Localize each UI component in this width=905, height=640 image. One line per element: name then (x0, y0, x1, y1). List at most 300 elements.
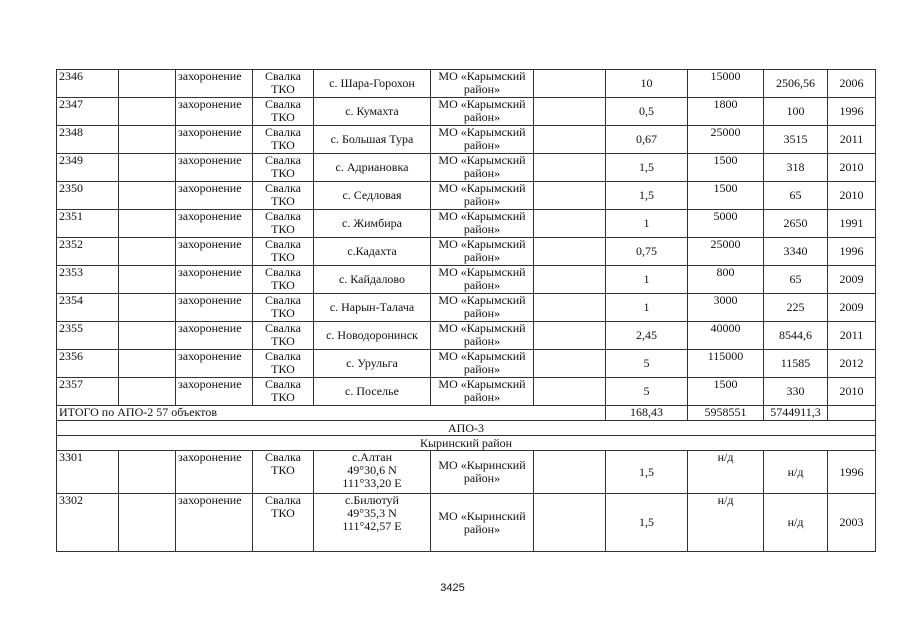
cell-year (828, 126, 876, 154)
cell-area (606, 210, 688, 238)
cell-municipality (431, 266, 534, 294)
total-accumulated (764, 406, 828, 421)
cell-object-kind-text: ТКО (271, 166, 295, 180)
cell-accumulated (764, 238, 828, 266)
cell-empty (534, 350, 606, 378)
cell-settlement (314, 294, 431, 322)
cell-empty (828, 406, 876, 421)
cell-object-kind-text: ТКО (271, 463, 295, 477)
cell-area-text: 5 (643, 356, 650, 370)
cell-object-kind-text: Свалка (265, 349, 301, 363)
cell-municipality (431, 126, 534, 154)
cell-settlement (314, 98, 431, 126)
page-number: 3425 (440, 582, 465, 594)
cell-area-text: 0,75 (636, 244, 657, 258)
cell-area-text: 0,67 (636, 132, 657, 146)
cell-number (57, 266, 119, 294)
cell-capacity-text: 40000 (710, 321, 741, 335)
cell-operation-type-text: захоронение (178, 153, 242, 167)
cell-number (57, 210, 119, 238)
cell-settlement (314, 494, 431, 552)
cell-object-kind-text: Свалка (265, 181, 301, 195)
cell-year-text: 2010 (839, 384, 864, 398)
cell-capacity-text: 5000 (713, 209, 738, 223)
cell-operation-type-text: захоронение (178, 209, 242, 223)
cell-number-text: 2357 (59, 377, 83, 391)
cell-year (828, 294, 876, 322)
cell-capacity (688, 182, 764, 210)
cell-empty (534, 294, 606, 322)
cell-number-text: 3301 (59, 450, 83, 464)
cell-accumulated (764, 154, 828, 182)
cell-municipality-text: МО «Карымский (438, 349, 526, 363)
cell-empty (119, 322, 176, 350)
cell-settlement-text: с. Адриановка (335, 160, 409, 174)
cell-operation-type-text: захоронение (178, 125, 242, 139)
table-row (57, 322, 876, 350)
cell-object-kind-text: Свалка (265, 153, 301, 167)
cell-settlement-text: с. Новодоронинск (326, 328, 418, 342)
cell-area-text: 2,45 (636, 328, 657, 342)
cell-object-kind-text: Свалка (265, 97, 301, 111)
cell-area-text: 10 (640, 76, 653, 90)
cell-municipality (431, 210, 534, 238)
cell-operation-type-text: захоронение (178, 321, 242, 335)
section-district-title-text: Кыринский район (419, 435, 513, 450)
cell-settlement (314, 182, 431, 210)
cell-settlement-text: 111°33,20 E (342, 476, 402, 490)
cell-object-kind-text: Свалка (265, 125, 301, 139)
cell-accumulated-text: 65 (789, 272, 802, 286)
cell-area (606, 182, 688, 210)
cell-empty (119, 350, 176, 378)
cell-capacity-text: 3000 (713, 293, 738, 307)
cell-capacity (688, 294, 764, 322)
cell-settlement-text: с.Алтан (351, 450, 393, 464)
table-row (57, 154, 876, 182)
cell-empty (534, 98, 606, 126)
cell-number (57, 378, 119, 406)
cell-object-kind (253, 294, 314, 322)
cell-municipality-text: район» (463, 306, 501, 320)
cell-settlement-text: 49°30,6 N (347, 463, 397, 477)
total-accumulated-text: 5744911,3 (770, 405, 821, 419)
cell-settlement-text: 111°42,57 E (342, 519, 402, 533)
cell-capacity-text: н/д (717, 450, 734, 464)
cell-municipality-text: район» (463, 362, 501, 376)
cell-operation-type (176, 451, 253, 494)
cell-area (606, 494, 688, 552)
cell-empty (534, 451, 606, 494)
cell-object-kind-text: ТКО (271, 506, 295, 520)
cell-accumulated-text: 330 (786, 384, 805, 398)
cell-municipality-text: МО «Карымский (438, 265, 526, 279)
cell-area (606, 266, 688, 294)
cell-capacity (688, 238, 764, 266)
cell-year (828, 378, 876, 406)
cell-area-text: 1,5 (639, 160, 654, 174)
cell-year (828, 322, 876, 350)
cell-municipality (431, 70, 534, 98)
cell-empty (119, 70, 176, 98)
cell-operation-type (176, 182, 253, 210)
cell-area (606, 70, 688, 98)
cell-capacity (688, 126, 764, 154)
cell-object-kind (253, 210, 314, 238)
cell-area-text: 1 (643, 272, 650, 286)
cell-settlement (314, 350, 431, 378)
cell-capacity (688, 98, 764, 126)
cell-area-text: 1,5 (639, 515, 654, 529)
cell-empty (534, 126, 606, 154)
cell-operation-type (176, 494, 253, 552)
cell-municipality-text: район» (463, 138, 501, 152)
cell-empty (534, 494, 606, 552)
cell-municipality (431, 322, 534, 350)
cell-number-text: 2347 (59, 97, 83, 111)
cell-capacity-text: 1500 (713, 377, 738, 391)
cell-settlement-text: с. Кумахта (345, 104, 399, 118)
table-row (57, 210, 876, 238)
cell-operation-type (176, 70, 253, 98)
cell-object-kind (253, 378, 314, 406)
cell-accumulated-text: 8544,6 (779, 328, 812, 342)
cell-municipality-text: МО «Карымский (438, 237, 526, 251)
cell-settlement (314, 266, 431, 294)
cell-municipality-text: МО «Карымский (438, 97, 526, 111)
cell-capacity-text: 1800 (713, 97, 738, 111)
cell-capacity-text: 115000 (707, 349, 744, 363)
cell-year-text: 1996 (839, 244, 864, 258)
cell-capacity (688, 266, 764, 294)
cell-municipality (431, 494, 534, 552)
cell-year (828, 238, 876, 266)
cell-area (606, 154, 688, 182)
section-district-header (57, 436, 876, 451)
cell-area-text: 1 (643, 300, 650, 314)
cell-object-kind-text: ТКО (271, 362, 295, 376)
cell-capacity (688, 494, 764, 552)
cell-operation-type (176, 378, 253, 406)
cell-accumulated-text: н/д (787, 464, 804, 479)
cell-accumulated (764, 266, 828, 294)
cell-object-kind-text: Свалка (265, 237, 301, 251)
cell-accumulated (764, 378, 828, 406)
cell-capacity-text: 800 (716, 265, 735, 279)
cell-accumulated (764, 322, 828, 350)
cell-year (828, 182, 876, 210)
cell-empty (119, 98, 176, 126)
cell-capacity-text: 1500 (713, 153, 738, 167)
cell-number-text: 2349 (59, 153, 83, 167)
landfill-register-table (56, 69, 876, 552)
section-district-title (57, 436, 876, 451)
cell-object-kind (253, 238, 314, 266)
cell-operation-type-text: захоронение (178, 97, 242, 111)
cell-settlement (314, 126, 431, 154)
cell-operation-type-text: захоронение (178, 69, 242, 83)
cell-number (57, 154, 119, 182)
cell-capacity (688, 378, 764, 406)
cell-municipality (431, 182, 534, 210)
cell-empty (119, 210, 176, 238)
cell-settlement-text: с. Кайдалово (338, 272, 406, 286)
cell-object-kind-text: ТКО (271, 194, 295, 208)
total-label-text: ИТОГО по АПО-2 57 объектов (59, 405, 217, 419)
cell-municipality-text: район» (463, 194, 501, 208)
cell-object-kind-text: ТКО (271, 306, 295, 320)
cell-capacity-text: 1500 (713, 181, 738, 195)
cell-empty (119, 182, 176, 210)
cell-area (606, 294, 688, 322)
cell-capacity-text: 25000 (710, 237, 741, 251)
cell-empty (119, 494, 176, 552)
cell-settlement-text: с. Урульга (346, 356, 398, 370)
cell-operation-type (176, 350, 253, 378)
cell-operation-type (176, 98, 253, 126)
cell-year-text: 1996 (839, 104, 864, 118)
cell-object-kind-text: Свалка (265, 493, 301, 507)
cell-area-text: 1,5 (639, 188, 654, 202)
cell-number (57, 70, 119, 98)
cell-object-kind (253, 126, 314, 154)
section-apo-header (57, 421, 876, 436)
cell-number-text: 2356 (59, 349, 83, 363)
cell-empty (534, 266, 606, 294)
cell-municipality-text: МО «Карымский (438, 181, 526, 195)
cell-accumulated (764, 350, 828, 378)
cell-settlement-text: с.Билютуй (345, 493, 399, 507)
cell-number-text: 2350 (59, 181, 83, 195)
cell-municipality (431, 154, 534, 182)
cell-object-kind (253, 494, 314, 552)
cell-capacity-text: 15000 (710, 69, 741, 83)
cell-object-kind (253, 70, 314, 98)
cell-year-text: 1991 (839, 216, 864, 230)
cell-operation-type-text: захоронение (178, 493, 242, 507)
cell-settlement-text: с.Кадахта (347, 244, 397, 258)
cell-year-text: 2010 (839, 160, 864, 174)
section-apo-title (57, 421, 876, 436)
cell-municipality (431, 378, 534, 406)
cell-accumulated-text: 3515 (783, 132, 808, 146)
cell-settlement-text: с. Шара-Горохон (329, 76, 415, 90)
cell-number-text: 3302 (59, 493, 83, 507)
cell-operation-type-text: захоронение (178, 377, 242, 391)
table-row (57, 294, 876, 322)
table-row (57, 70, 876, 98)
cell-settlement (314, 322, 431, 350)
cell-object-kind-text: Свалка (265, 69, 301, 83)
cell-accumulated-text: 3340 (783, 244, 808, 258)
table-row (57, 98, 876, 126)
cell-accumulated (764, 182, 828, 210)
cell-number (57, 98, 119, 126)
cell-settlement (314, 70, 431, 98)
cell-number (57, 350, 119, 378)
cell-operation-type-text: захоронение (178, 181, 242, 195)
cell-object-kind-text: ТКО (271, 110, 295, 124)
cell-operation-type (176, 126, 253, 154)
cell-number-text: 2352 (59, 237, 83, 251)
cell-operation-type-text: захоронение (178, 450, 242, 464)
cell-accumulated (764, 494, 828, 552)
cell-number (57, 494, 119, 552)
cell-object-kind-text: ТКО (271, 250, 295, 264)
cell-object-kind-text: ТКО (271, 334, 295, 348)
cell-accumulated (764, 294, 828, 322)
cell-year (828, 494, 876, 552)
cell-area (606, 126, 688, 154)
cell-municipality-text: МО «Карымский (438, 293, 526, 307)
cell-number-text: 2351 (59, 209, 83, 223)
cell-year (828, 70, 876, 98)
cell-year (828, 154, 876, 182)
cell-settlement (314, 210, 431, 238)
cell-empty (534, 210, 606, 238)
cell-municipality-text: район» (463, 334, 501, 348)
cell-object-kind (253, 350, 314, 378)
cell-municipality-text: район» (463, 222, 501, 236)
cell-year-text: 1996 (839, 464, 864, 479)
cell-year-text: 2006 (839, 76, 864, 90)
total-area (606, 406, 688, 421)
cell-area-text: 1 (643, 216, 650, 230)
cell-empty (119, 378, 176, 406)
cell-accumulated-text: 318 (786, 160, 805, 174)
cell-object-kind-text: Свалка (265, 321, 301, 335)
cell-municipality-text: МО «Карымский (438, 321, 526, 335)
cell-accumulated (764, 451, 828, 494)
cell-municipality-text: район» (463, 110, 501, 124)
cell-operation-type (176, 154, 253, 182)
cell-empty (534, 154, 606, 182)
cell-operation-type (176, 210, 253, 238)
cell-operation-type-text: захоронение (178, 265, 242, 279)
cell-object-kind-text: ТКО (271, 82, 295, 96)
cell-accumulated-text: 225 (786, 300, 805, 314)
total-capacity (688, 406, 764, 421)
cell-municipality-text: район» (463, 278, 501, 292)
cell-object-kind (253, 451, 314, 494)
cell-operation-type (176, 294, 253, 322)
table-row (57, 494, 876, 552)
cell-object-kind-text: Свалка (265, 265, 301, 279)
cell-municipality-text: район» (463, 521, 501, 536)
cell-municipality-text: район» (463, 471, 501, 485)
table-row (57, 451, 876, 494)
cell-year-text: 2011 (839, 132, 864, 146)
cell-operation-type (176, 266, 253, 294)
cell-number (57, 126, 119, 154)
cell-operation-type-text: захоронение (178, 237, 242, 251)
cell-year-text: 2012 (839, 356, 864, 370)
table-row (57, 266, 876, 294)
table-body (57, 70, 876, 552)
cell-object-kind (253, 322, 314, 350)
cell-accumulated-text: 65 (789, 188, 802, 202)
cell-number (57, 322, 119, 350)
total-row (57, 406, 876, 421)
cell-year-text: 2010 (839, 188, 864, 202)
cell-capacity (688, 451, 764, 494)
cell-year (828, 266, 876, 294)
cell-municipality-text: МО «Кыринский (438, 508, 526, 523)
cell-accumulated-text: 2650 (783, 216, 808, 230)
cell-capacity (688, 210, 764, 238)
cell-accumulated-text: 100 (786, 104, 805, 118)
cell-accumulated (764, 210, 828, 238)
cell-capacity (688, 70, 764, 98)
cell-capacity-text: н/д (717, 493, 734, 507)
cell-municipality-text: МО «Карымский (438, 209, 526, 223)
cell-area-text: 1,5 (639, 464, 654, 479)
table-row (57, 378, 876, 406)
cell-area (606, 378, 688, 406)
cell-municipality-text: МО «Карымский (438, 69, 526, 83)
cell-empty (534, 238, 606, 266)
cell-empty (534, 378, 606, 406)
cell-settlement-text: с. Нарын-Талача (329, 300, 415, 314)
cell-number-text: 2348 (59, 125, 83, 139)
cell-area (606, 350, 688, 378)
cell-operation-type-text: захоронение (178, 349, 242, 363)
cell-municipality-text: район» (463, 82, 501, 96)
cell-municipality (431, 451, 534, 494)
table-row (57, 238, 876, 266)
table-row (57, 182, 876, 210)
cell-object-kind-text: Свалка (265, 209, 301, 223)
cell-operation-type (176, 238, 253, 266)
cell-year-text: 2011 (839, 328, 864, 342)
cell-year-text: 2003 (839, 515, 864, 529)
cell-capacity-text: 25000 (710, 125, 741, 139)
cell-municipality (431, 350, 534, 378)
cell-capacity (688, 322, 764, 350)
cell-area-text: 5 (643, 384, 650, 398)
total-capacity-text: 5958551 (704, 405, 747, 419)
cell-operation-type-text: захоронение (178, 293, 242, 307)
cell-area (606, 451, 688, 494)
cell-empty (119, 238, 176, 266)
cell-municipality-text: МО «Кыринский (438, 458, 526, 472)
cell-area-text: 0,5 (639, 104, 654, 118)
cell-empty (119, 126, 176, 154)
cell-accumulated (764, 98, 828, 126)
cell-number (57, 451, 119, 494)
cell-municipality-text: МО «Карымский (438, 153, 526, 167)
cell-object-kind-text: Свалка (265, 377, 301, 391)
cell-empty (119, 451, 176, 494)
cell-settlement (314, 154, 431, 182)
cell-empty (119, 154, 176, 182)
table-row (57, 126, 876, 154)
cell-accumulated (764, 70, 828, 98)
cell-object-kind (253, 98, 314, 126)
cell-year (828, 451, 876, 494)
cell-number-text: 2353 (59, 265, 83, 279)
cell-settlement-text: с. Большая Тура (330, 132, 414, 146)
cell-municipality (431, 294, 534, 322)
cell-object-kind (253, 154, 314, 182)
cell-year (828, 350, 876, 378)
cell-object-kind-text: ТКО (271, 278, 295, 292)
cell-municipality-text: МО «Карымский (438, 377, 526, 391)
cell-object-kind-text: Свалка (265, 450, 301, 464)
cell-empty (119, 266, 176, 294)
cell-settlement-text: с. Поселье (345, 384, 399, 398)
cell-accumulated-text: 11585 (780, 356, 811, 370)
